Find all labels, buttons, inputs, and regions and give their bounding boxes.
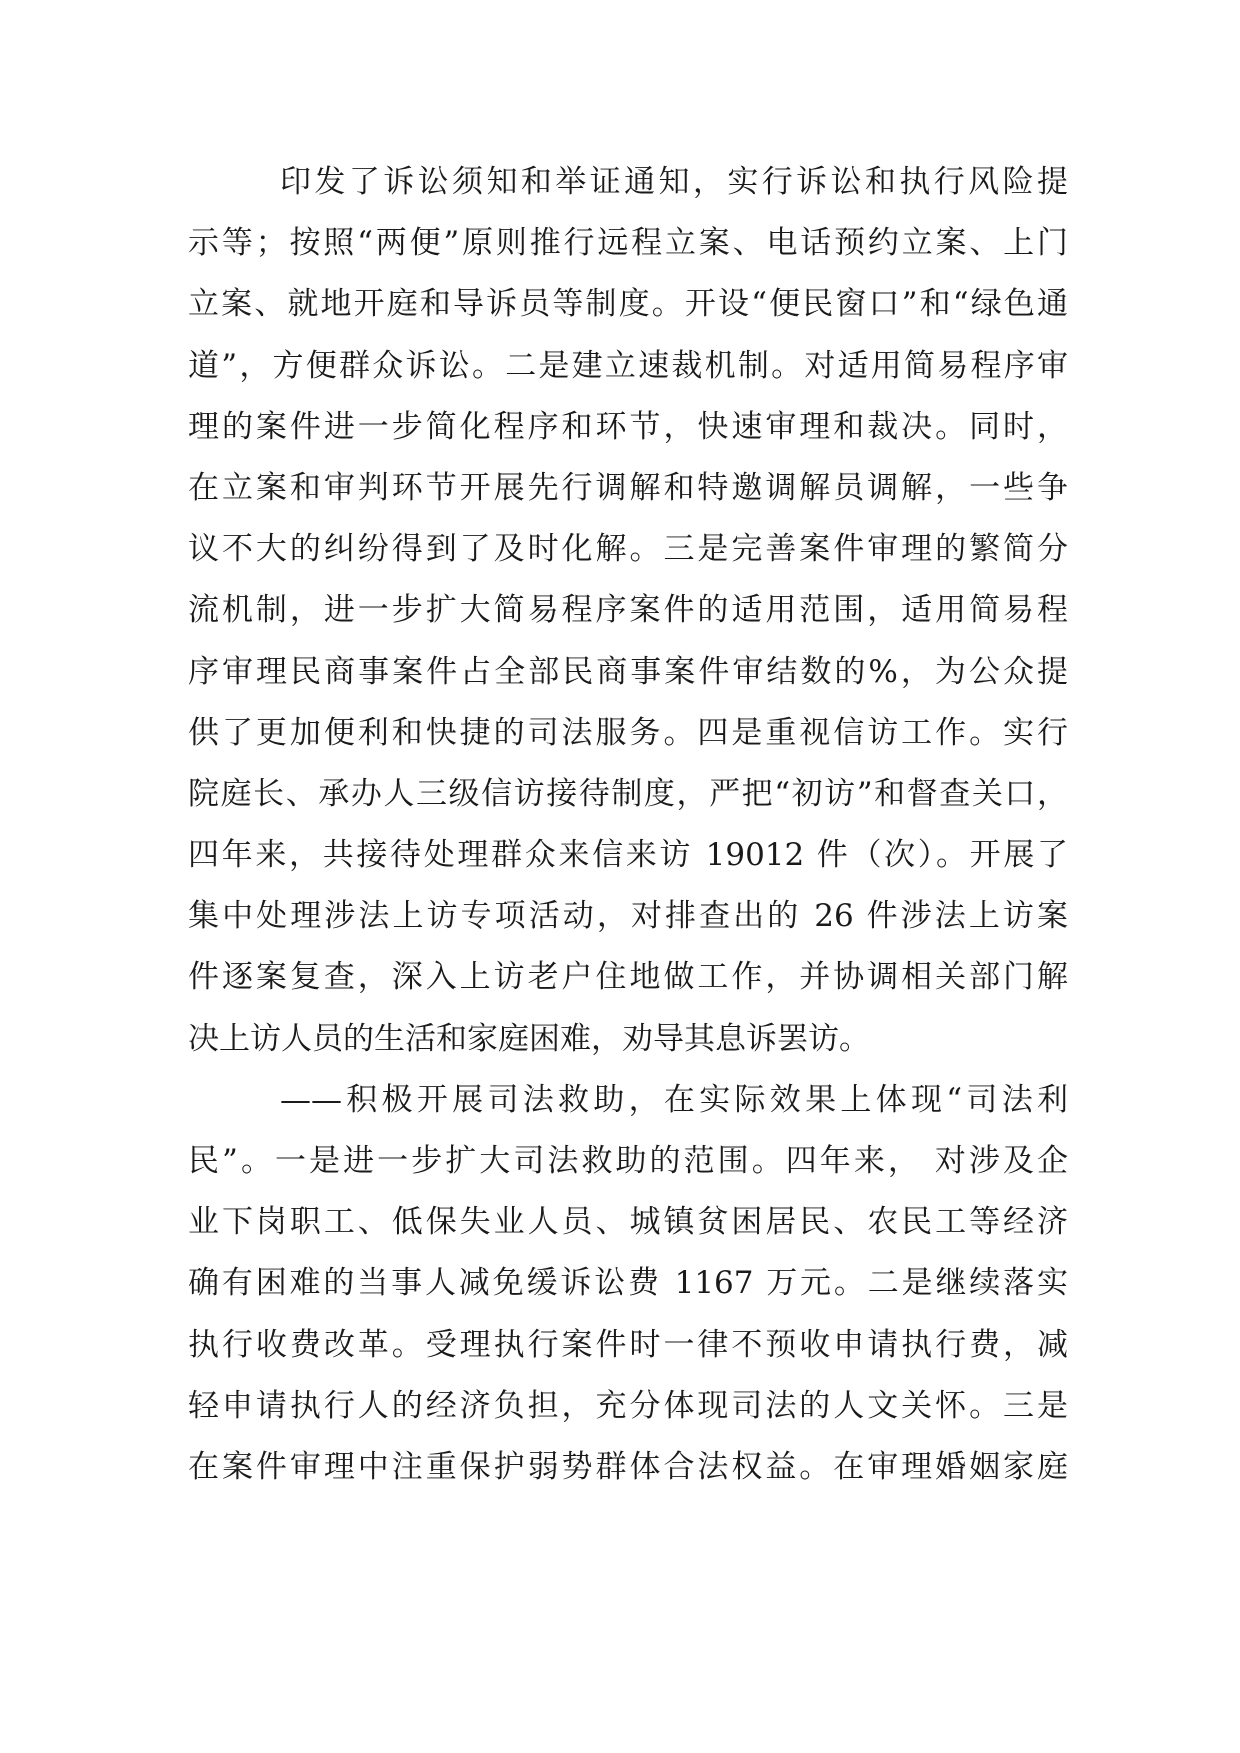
text-line: 四年来，共接待处理群众来信来访 19012 件（次）。开展了 (188, 837, 1068, 874)
text-line: 供了更加便利和快捷的司法服务。四是重视信访工作。实行 (188, 714, 1068, 751)
text-line: ——积极开展司法救助，在实际效果上体现“司法利 (280, 1081, 1068, 1118)
text-line: 执行收费改革。受理执行案件时一律不预收申请执行费，减 (188, 1326, 1068, 1363)
text-line: 业下岗职工、低保失业人员、城镇贫困居民、农民工等经济 (188, 1204, 1068, 1241)
text-line: 理的案件进一步简化程序和环节，快速审理和裁决。同时， (188, 408, 1068, 445)
text-line: 在案件审理中注重保护弱势群体合法权益。在审理婚姻家庭 (188, 1448, 1068, 1485)
paragraph-1 (188, 152, 1068, 1070)
text-line: 道”，方便群众诉讼。二是建立速裁机制。对适用简易程序审 (188, 347, 1068, 384)
text-line: 在立案和审判环节开展先行调解和特邀调解员调解，一些争 (188, 469, 1068, 506)
text-line: 民”。一是进一步扩大司法救助的范围。四年来， 对涉及企 (188, 1143, 1068, 1179)
text-line: 议不大的纠纷得到了及时化解。三是完善案件审理的繁简分 (188, 531, 1068, 568)
text-line: 集中处理涉法上访专项活动，对排查出的 26 件涉法上访案 (188, 898, 1068, 935)
text-line: 序审理民商事案件占全部民商事案件审结数的%，为公众提 (188, 653, 1068, 690)
text-line: 流机制，进一步扩大简易程序案件的适用范围，适用简易程 (188, 592, 1068, 629)
paragraph-2 (188, 1070, 1068, 1498)
text-line: 院庭长、承办人三级信访接待制度，严把“初访”和督查关口， (188, 775, 1068, 812)
text-line: 确有困难的当事人减免缓诉讼费 1167 万元。二是继续落实 (188, 1265, 1068, 1302)
text-line: 件逐案复查，深入上访老户住地做工作，并协调相关部门解 (188, 959, 1068, 996)
text-line: 轻申请执行人的经济负担，充分体现司法的人文关怀。三是 (188, 1387, 1068, 1424)
text-line: 立案、就地开庭和导诉员等制度。开设“便民窗口”和“绿色通 (188, 286, 1068, 323)
text-line: 示等；按照“两便”原则推行远程立案、电话预约立案、上门 (188, 225, 1068, 262)
body-text (188, 152, 1068, 1498)
text-line: 决上访人员的生活和家庭困难，劝导其息诉罢访。 (188, 1020, 870, 1057)
text-line: 印发了诉讼须知和举证通知，实行诉讼和执行风险提 (280, 164, 1068, 200)
